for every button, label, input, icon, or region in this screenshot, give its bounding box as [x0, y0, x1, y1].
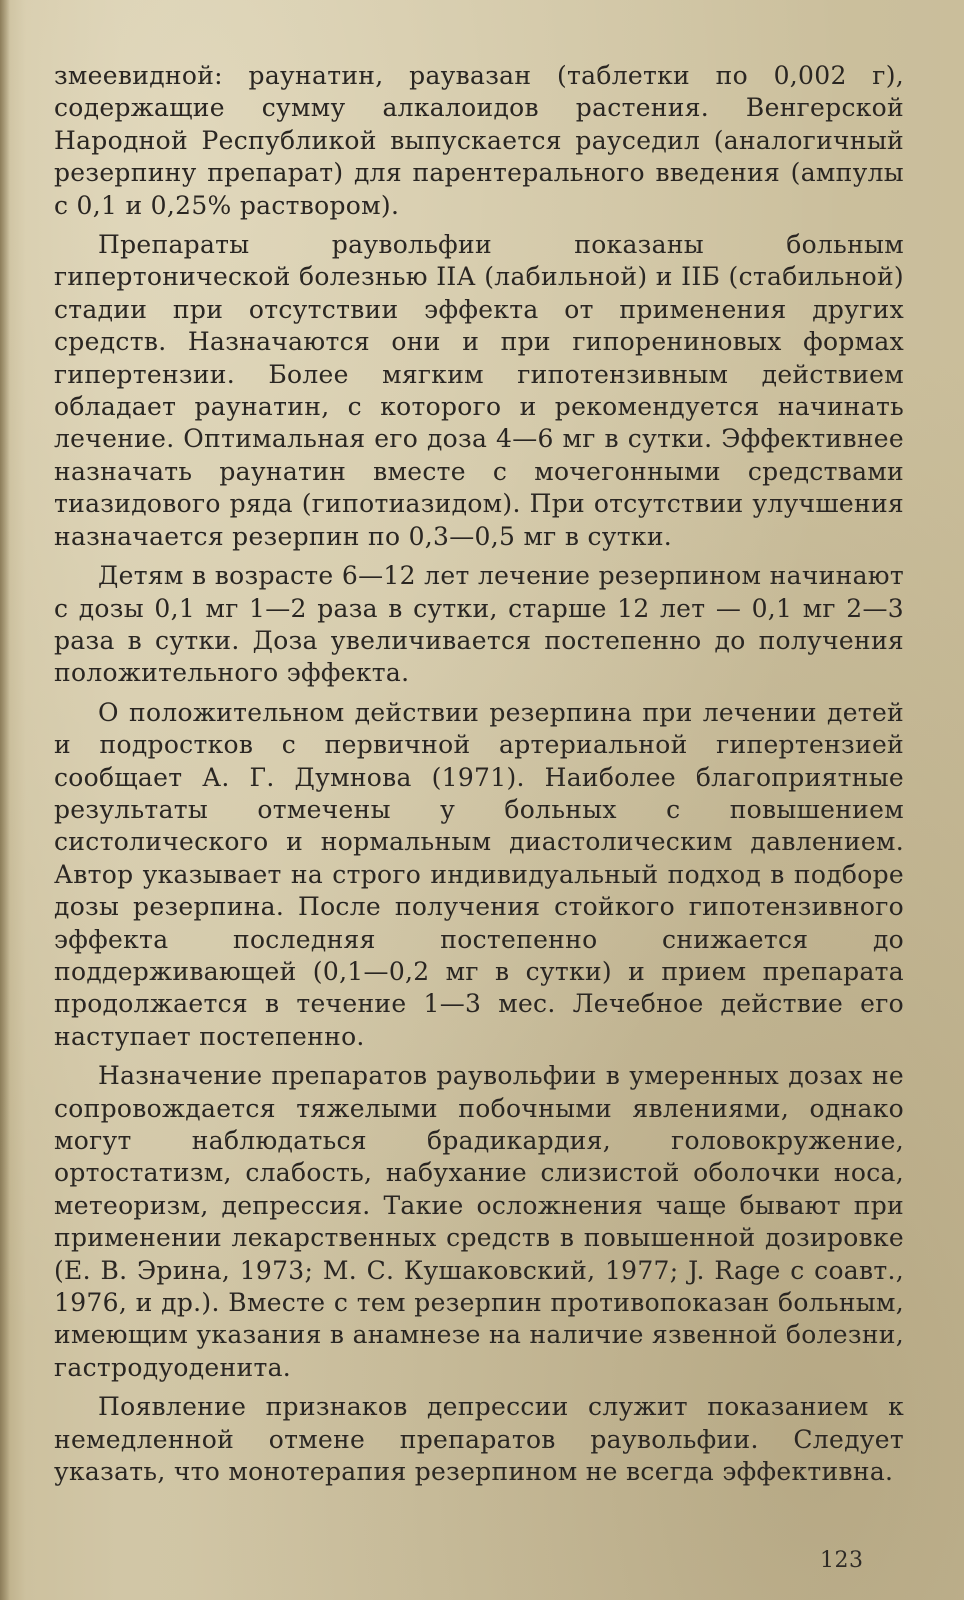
paragraph-2: Препараты раувольфии показаны больным гипертонической болезнью IIА (лабильной) и IIБ (стабильной) стадии при отсутствии эффекта от применения других средств. Назначаются они и при гипорениновых формах гипертензии. Более мягким гипотензивным действием обладает раунатин, с которого и рекомендуется начинать лечение. Оптимальная его доза 4—6 мг в сутки. Эффективнее назначать раунатин вместе с мочегонными средствами тиазидового ряда (гипотиазидом). При отсутствии улучшения назначается резерпин по 0,3—0,5 мг в сутки.: [54, 230, 904, 551]
page-spine-shadow: [0, 0, 10, 1600]
paragraph-4: О положительном действии резерпина при лечении детей и подростков с первичной артериальной гипертензией сообщает А. Г. Думнова (1971). Наиболее благоприятные результаты отмечены у больных с повышением систолического и нормальным диастолическим давлением. Автор указывает на строго индивидуальный подход в подборе дозы резерпина. После получения стойкого гипотензивного эффекта последняя постепенно снижается до поддерживающей (0,1—0,2 мг в сутки) и прием препарата продолжается в течение 1—3 мес. Лечебное действие его наступает постепенно.: [54, 697, 904, 1051]
paragraph-5: Назначение препаратов раувольфии в умеренных дозах не сопровождается тяжелыми побочными явлениями, однако могут наблюдаться брадикардия, головокружение, ортостатизм, слабость, набухание слизистой оболочки носа, метеоризм, депрессия. Такие осложнения чаще бывают при применении лекарственных средств в повышенной дозировке (Е. В. Эрина, 1973; М. С. Кушаковский, 1977; J. Rage с соавт., 1976, и др.). Вместе с тем резерпин противопоказан больным, имеющим указания в анамнезе на наличие язвенной болезни, гастродуоденита.: [54, 1061, 904, 1382]
paragraph-3: Детям в возрасте 6—12 лет лечение резерпином начинают с дозы 0,1 мг 1—2 раза в сутки, старше 12 лет — 0,1 мг 2—3 раза в сутки. Доза увеличивается постепенно до получения положительного эффекта.: [54, 561, 904, 688]
paragraph-1: змеевидной: раунатин, раувазан (таблетки по 0,002 г), содержащие сумму алкалоидов растения. Венгерской Народной Республикой выпускается рауседил (аналогичный резерпину препарат) для парентерального введения (ампулы с 0,1 и 0,25% раствором).: [54, 61, 904, 220]
body-text: [54, 60, 904, 1495]
page-number: 123: [820, 1548, 864, 1573]
paragraph-6: Появление признаков депрессии служит показанием к немедленной отмене препаратов раувольфии. Следует указать, что монотерапия резерпином не всегда эффективна.: [54, 1392, 904, 1487]
